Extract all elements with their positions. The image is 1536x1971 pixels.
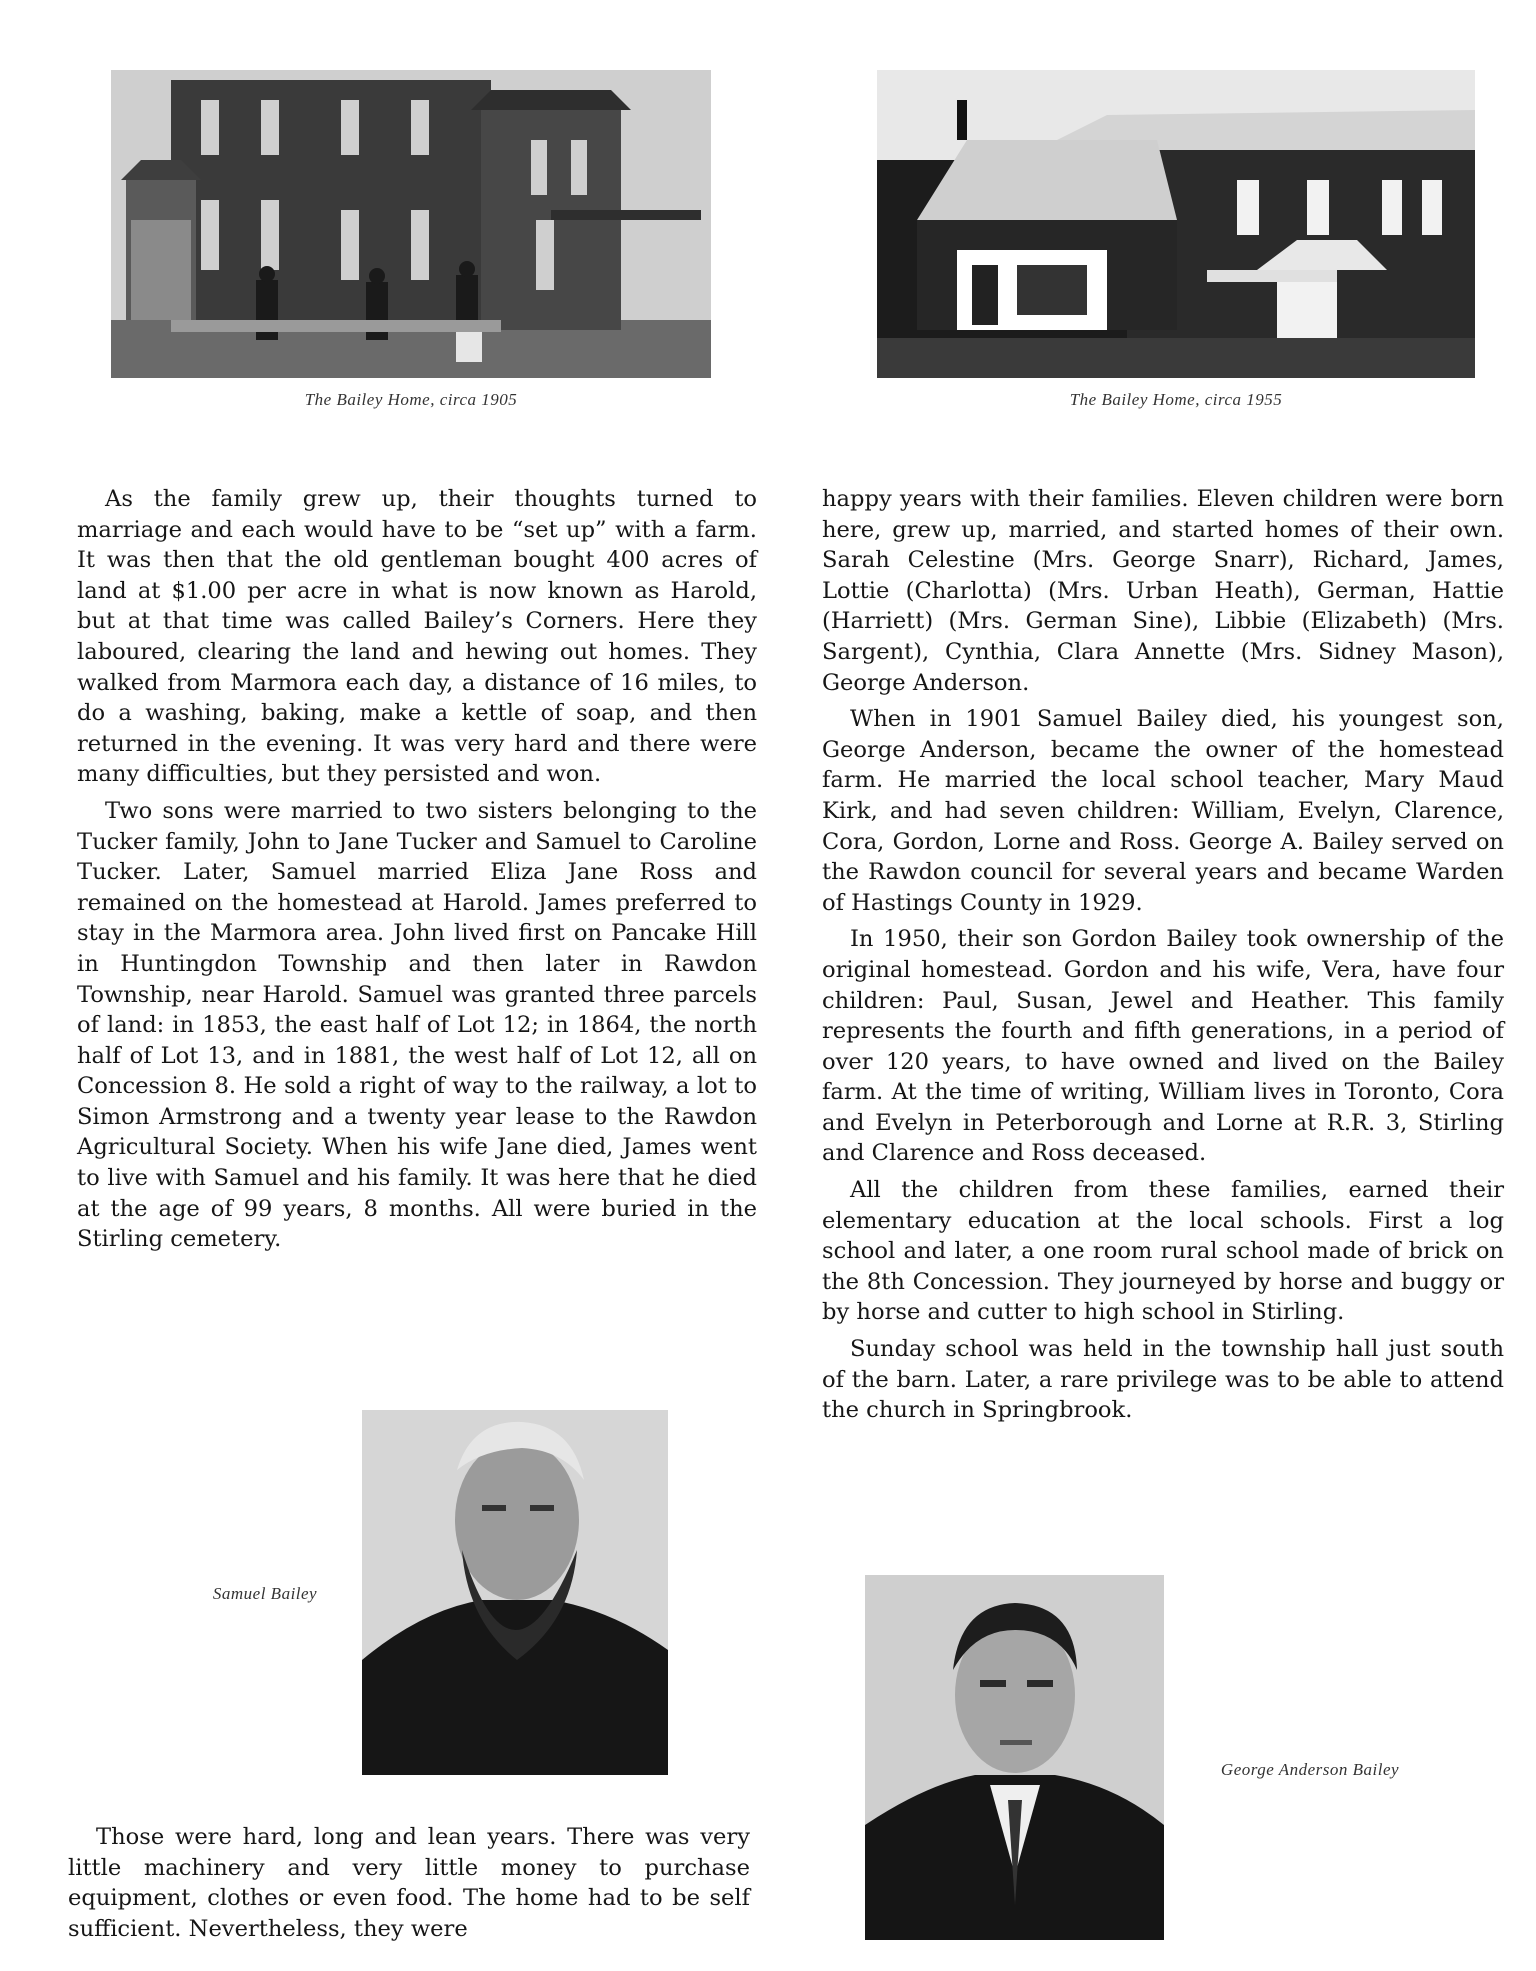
portrait-george-anderson-bailey xyxy=(865,1575,1164,1940)
bottom-left-paragraph: Those were hard, long and lean years. There was very little machinery and very little money to purchase equipment, clothes or even food. The home had to be self sufficient. Nevertheless, they were xyxy=(68,1824,750,1942)
caption-samuel-bailey: Samuel Bailey xyxy=(212,1584,318,1603)
portrait-samuel-bailey xyxy=(362,1410,668,1775)
caption-bailey-home-1955: The Bailey Home, circa 1955 xyxy=(1069,390,1283,409)
caption-george-anderson-bailey: George Anderson Bailey xyxy=(1220,1760,1400,1779)
photo-bailey-home-1955 xyxy=(877,70,1475,378)
right-paragraph-3: In 1950, their son Gordon Bailey took ownership of the original homestead. Gordon and his wife, Vera, have four children: Paul, Susan, Jewel and Heather. This family represents the fourth and fifth generations, in a period of over 120 years, to have owned and lived on the Bailey farm. At the time of writing, William lives in Toronto, Cora and Evelyn in Peterborough and Lorne at R.R. 3, Stirling and Clarence and Ross deceased. xyxy=(822,926,1504,1167)
photo-bailey-home-1905 xyxy=(111,70,711,378)
bottom-left-text xyxy=(68,1822,750,1950)
left-paragraph-1: As the family grew up, their thoughts turned to marriage and each would have to be “set up” with a farm. It was then that the old gentleman bought 400 acres of land at $1.00 per acre in what is now known as Harold, but at that time was called Bailey’s Corners. Here they laboured, clearing the land and hewing out homes. They walked from Marmora each day, a distance of 16 miles, to do a washing, baking, make a kettle of soap, and then returned in the evening. It was very hard and there were many difficulties, but they persisted and won. xyxy=(77,486,757,788)
left-column-text xyxy=(77,484,757,1261)
right-paragraph-5: Sunday school was held in the township hall just south of the barn. Later, a rare privilege was to be able to attend the church in Springbrook. xyxy=(822,1336,1504,1424)
caption-bailey-home-1905: The Bailey Home, circa 1905 xyxy=(304,390,518,409)
right-paragraph-4: All the children from these families, earned their elementary education at the local schools. First a log school and later, a one room rural school made of brick on the 8th Concession. They journeyed by horse and buggy or by horse and cutter to high school in Stirling. xyxy=(822,1177,1504,1326)
right-column-text xyxy=(822,484,1504,1432)
right-paragraph-2: When in 1901 Samuel Bailey died, his youngest son, George Anderson, became the owner of the homestead farm. He married the local school teacher, Mary Maud Kirk, and had seven children: William, Evelyn, Clarence, Cora, Gordon, Lorne and Ross. George A. Bailey served on the Rawdon council for several years and became Warden of Hastings County in 1929. xyxy=(822,706,1504,916)
left-paragraph-2: Two sons were married to two sisters belonging to the Tucker family, John to Jane Tucker and Samuel to Caroline Tucker. Later, Samuel married Eliza Jane Ross and remained on the homestead at Harold. James preferred to stay in the Marmora area. John lived first on Pancake Hill in Huntingdon Township and then later in Rawdon Township, near Harold. Samuel was granted three parcels of land: in 1853, the east half of Lot 12; in 1864, the north half of Lot 13, and in 1881, the west half of Lot 12, all on Concession 8. He sold a right of way to the railway, a lot to Simon Armstrong and a twenty year lease to the Rawdon Agricultural Society. When his wife Jane died, James went to live with Samuel and his family. It was here that he died at the age of 99 years, 8 months. All were buried in the Stirling cemetery. xyxy=(77,797,757,1253)
right-paragraph-1: happy years with their families. Eleven children were born here, grew up, married, and started homes of their own. Sarah Celestine (Mrs. George Snarr), Richard, James, Lottie (Charlotta) (Mrs. Urban Heath), German, Hattie (Harriett) (Mrs. German Sine), Libbie (Elizabeth) (Mrs. Sargent), Cynthia, Clara Annette (Mrs. Sidney Mason), George Anderson. xyxy=(822,486,1504,696)
